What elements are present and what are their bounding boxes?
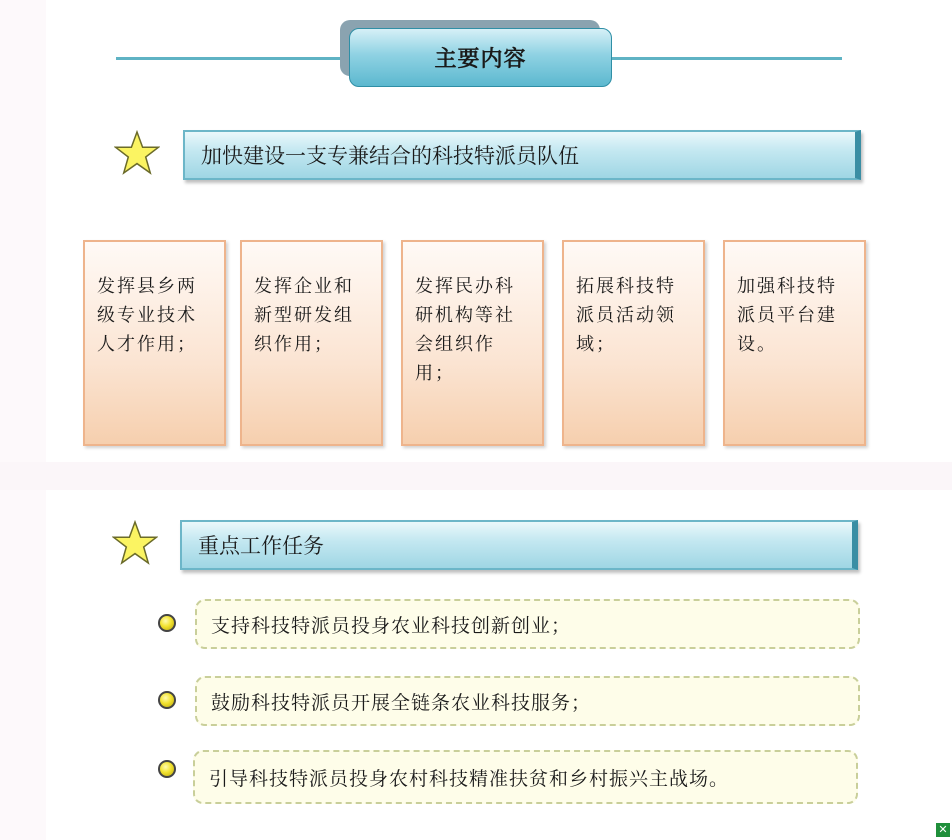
section-title: 加快建设一支专兼结合的科技特派员队伍 — [201, 144, 579, 168]
page-title: 主要内容 — [349, 28, 612, 87]
section-divider-band — [0, 462, 952, 490]
section-banner-team — [183, 130, 861, 180]
section-title: 重点工作任务 — [198, 534, 324, 558]
close-icon[interactable]: ✕ — [936, 823, 950, 837]
task-item — [195, 599, 860, 649]
section-banner-tasks — [180, 520, 858, 570]
star-icon — [112, 520, 158, 566]
card-text: 发挥民办科研机构等社会组织作用； — [415, 276, 515, 384]
card-item — [723, 240, 866, 446]
bullet-dot-icon — [158, 614, 176, 632]
page-left-margin — [0, 0, 46, 840]
task-item — [193, 750, 858, 804]
task-text: 引导科技特派员投身农村科技精准扶贫和乡村振兴主战场。 — [209, 767, 730, 790]
card-item — [240, 240, 383, 446]
task-text: 鼓励科技特派员开展全链条农业科技服务； — [211, 691, 592, 714]
task-item — [195, 676, 860, 726]
card-text: 加强科技特派员平台建设。 — [737, 276, 837, 355]
card-item — [83, 240, 226, 446]
card-item — [562, 240, 705, 446]
star-icon — [114, 130, 160, 176]
task-text: 支持科技特派员投身农业科技创新创业； — [211, 614, 572, 637]
bullet-dot-icon — [158, 760, 176, 778]
bullet-dot-icon — [158, 691, 176, 709]
card-text: 拓展科技特派员活动领域； — [576, 276, 676, 355]
card-text: 发挥企业和新型研发组织作用； — [254, 276, 354, 355]
card-item — [401, 240, 544, 446]
card-text: 发挥县乡两级专业技术人才作用； — [97, 276, 197, 355]
